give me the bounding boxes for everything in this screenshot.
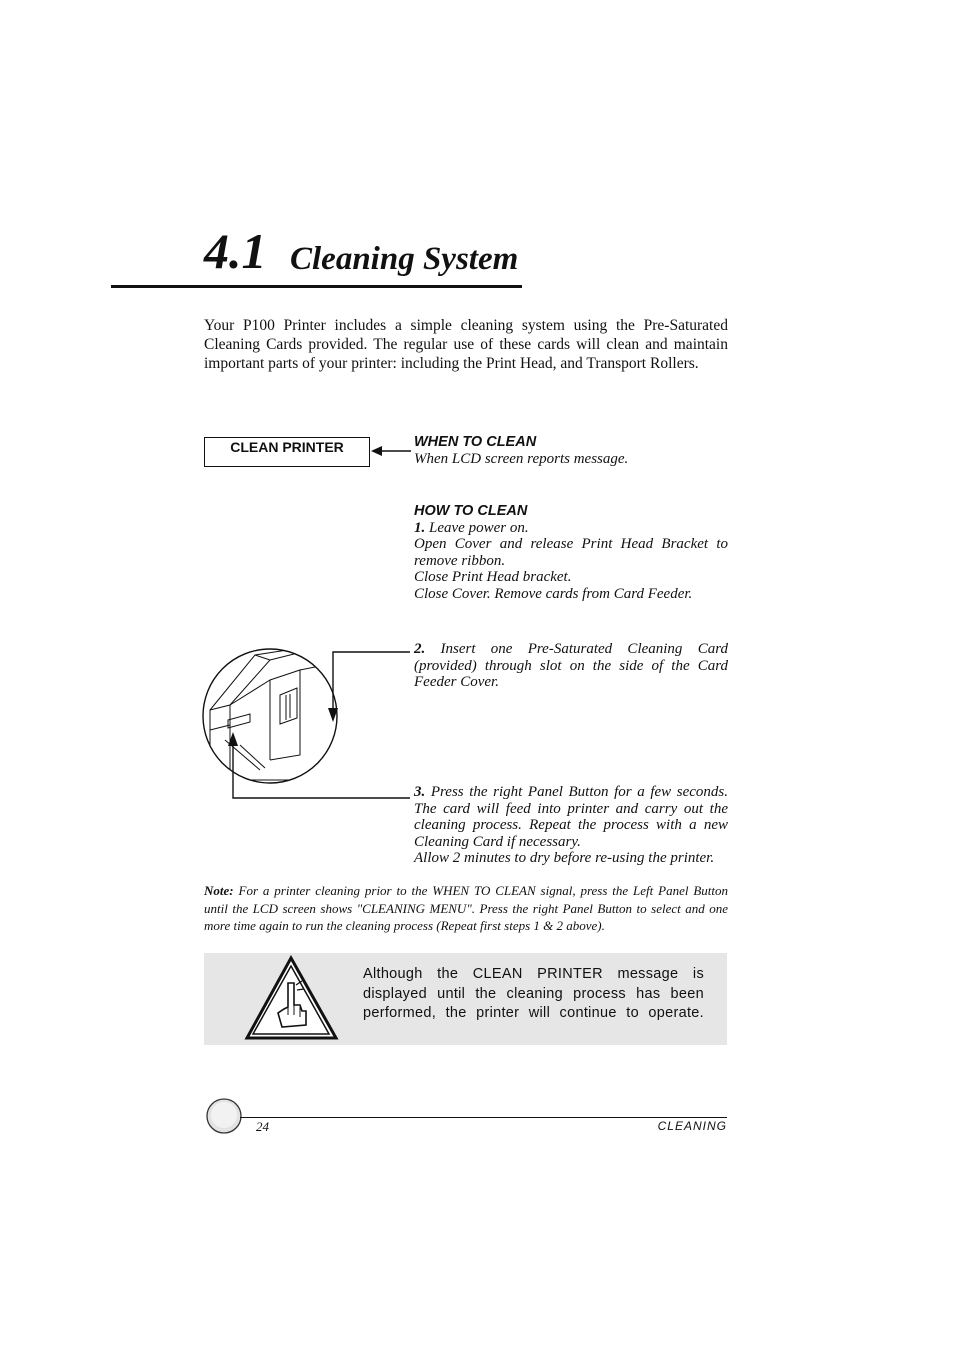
warning-text: Although the CLEAN PRINTER message is displayed until the cleaning process has been performed, the printer will continue to operate. [363, 966, 704, 1021]
page-tab-circle-icon [205, 1097, 243, 1135]
step-1-number: 1. [414, 519, 426, 536]
how-to-clean-title: HOW TO CLEAN [414, 503, 528, 519]
page-number: 24 [256, 1119, 269, 1134]
step-1-line-3: Close Print Head bracket. [414, 569, 572, 585]
step-3-number: 3. [414, 784, 426, 800]
printer-illustration [200, 640, 412, 802]
how-to-clean-block [414, 503, 728, 602]
when-to-clean-title: WHEN TO CLEAN [414, 434, 537, 450]
pointing-hand-warning-icon [244, 955, 339, 1041]
note-label: Note: [204, 883, 234, 898]
step-1-line-2: Open Cover and release Print Head Bracket to remove ribbon. [414, 536, 728, 569]
lcd-message-box [204, 437, 370, 467]
footer-rule [240, 1117, 727, 1118]
title-underline [111, 285, 522, 288]
step-2-number: 2. [414, 641, 426, 657]
step-1-line-4: Close Cover. Remove cards from Card Feeder. [414, 585, 693, 602]
note-paragraph [204, 882, 728, 935]
section-number: 4.1 [204, 223, 267, 279]
step-1-line-1: Leave power on. [429, 519, 529, 536]
intro-paragraph: Your P100 Printer includes a simple cleaning system using the Pre-Saturated Cleaning Cards provided. The regular use of these cards will clean and maintain important parts of your printer: including the Print Head, and Transport Rollers. [204, 317, 728, 372]
when-to-clean-block [414, 434, 728, 467]
lcd-message-text: CLEAN PRINTER [230, 439, 344, 455]
footer-section-name: CLEANING [657, 1119, 727, 1133]
step-2 [414, 641, 728, 691]
step-3 [414, 784, 728, 867]
step-3-text: Press the right Panel Button for a few seconds. The card will feed into printer and carry out the cleaning process. Repeat the process with a new Cleaning Card if necessary. [414, 784, 728, 850]
step-3-extra: Allow 2 minutes to dry before re-using the printer. [414, 850, 715, 866]
arrow-left-icon [370, 444, 412, 458]
section-title: Cleaning System [290, 241, 519, 277]
step-1 [414, 520, 728, 537]
note-text: For a printer cleaning prior to the WHEN TO CLEAN signal, press the Left Panel Button until the LCD screen shows "CLEANING MENU". Press the right Panel Button to select and one more time again to run the cleaning process (Repeat first steps 1 & 2 above). [204, 883, 729, 933]
when-to-clean-text: When LCD screen reports message. [414, 450, 629, 467]
step-2-text: Insert one Pre-Saturated Cleaning Card (provided) through slot on the side of the Card Feeder Cover. [414, 641, 728, 690]
